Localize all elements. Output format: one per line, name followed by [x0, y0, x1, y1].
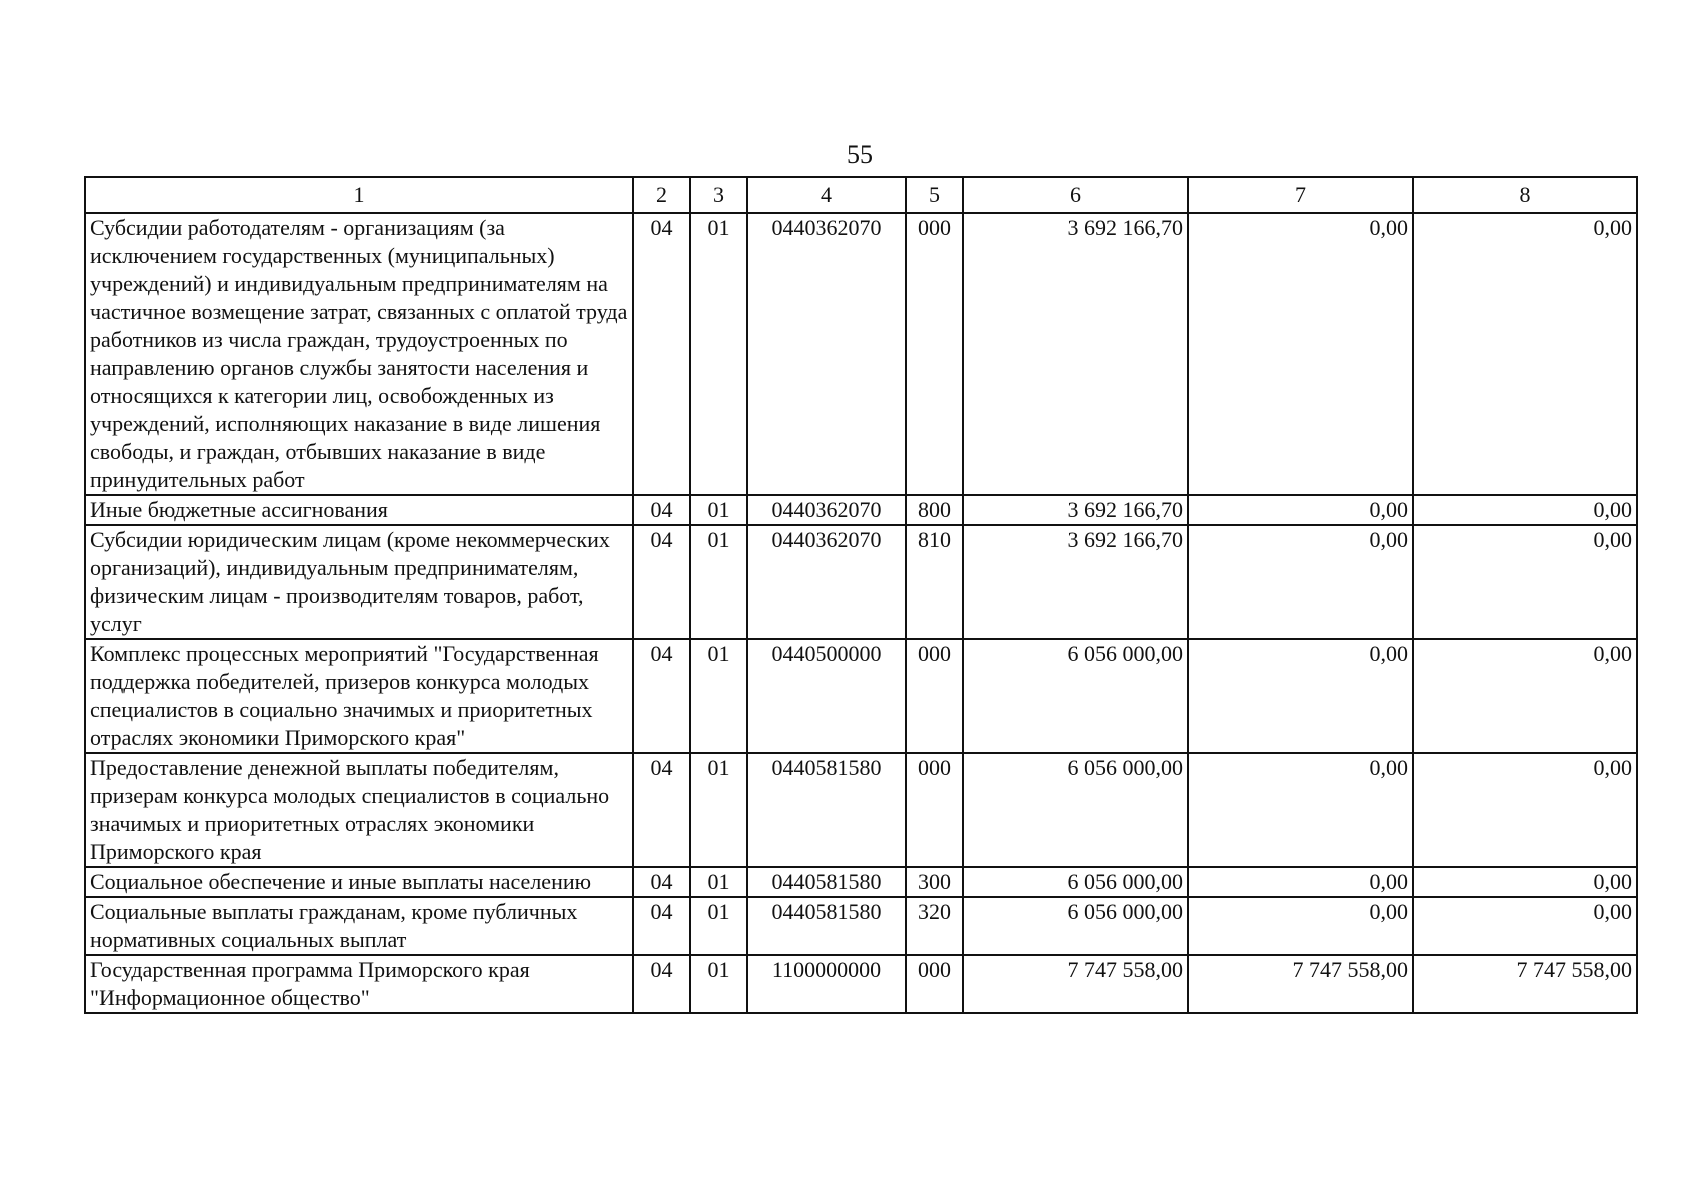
amount-col8: 0,00: [1413, 525, 1637, 639]
subsection-code: 01: [690, 495, 747, 525]
table-row: [85, 753, 1637, 867]
amount-col7: 0,00: [1188, 525, 1413, 639]
section-code: 04: [633, 639, 690, 753]
row-name: Субсидии работодателям - организациям (за исключением государственных (муниципальных) учреждений) и индивидуальным предпринимателям на частичное возмещение затрат, связанных с оплатой труда работников из числа граждан, трудоустроенных по направлению органов службы занятости населения и относящихся к категории лиц, освобожденных из учреждений, исполняющих наказание в виде лишения свободы, и граждан, отбывших наказание в виде принудительных работ: [85, 213, 633, 495]
amount-col8: 0,00: [1413, 495, 1637, 525]
table-row: [85, 639, 1637, 753]
target-article-code: 0440362070: [747, 525, 906, 639]
expense-type-code: 000: [906, 639, 963, 753]
expense-type-code: 000: [906, 213, 963, 495]
table-row: [85, 495, 1637, 525]
subsection-code: 01: [690, 955, 747, 1013]
table-row: [85, 897, 1637, 955]
column-header: 1: [85, 177, 633, 213]
target-article-code: 0440581580: [747, 753, 906, 867]
amount-col7: 0,00: [1188, 897, 1413, 955]
amount-col7: 7 747 558,00: [1188, 955, 1413, 1013]
row-name: Комплекс процессных мероприятий "Государственная поддержка победителей, призеров конкурса молодых специалистов в социально значимых и приоритетных отраслях экономики Приморского края": [85, 639, 633, 753]
section-code: 04: [633, 525, 690, 639]
amount-col7: 0,00: [1188, 495, 1413, 525]
amount-col6: 6 056 000,00: [963, 897, 1188, 955]
column-header: 3: [690, 177, 747, 213]
section-code: 04: [633, 213, 690, 495]
budget-table: [84, 176, 1638, 1014]
section-code: 04: [633, 495, 690, 525]
expense-type-code: 000: [906, 955, 963, 1013]
amount-col8: 7 747 558,00: [1413, 955, 1637, 1013]
subsection-code: 01: [690, 897, 747, 955]
amount-col7: 0,00: [1188, 213, 1413, 495]
amount-col6: 6 056 000,00: [963, 867, 1188, 897]
subsection-code: 01: [690, 213, 747, 495]
subsection-code: 01: [690, 525, 747, 639]
expense-type-code: 810: [906, 525, 963, 639]
amount-col6: 3 692 166,70: [963, 213, 1188, 495]
row-name: Социальное обеспечение и иные выплаты населению: [85, 867, 633, 897]
amount-col8: 0,00: [1413, 897, 1637, 955]
amount-col8: 0,00: [1413, 867, 1637, 897]
section-code: 04: [633, 955, 690, 1013]
column-header: 6: [963, 177, 1188, 213]
table-row: [85, 213, 1637, 495]
section-code: 04: [633, 897, 690, 955]
expense-type-code: 800: [906, 495, 963, 525]
column-header: 2: [633, 177, 690, 213]
amount-col6: 3 692 166,70: [963, 495, 1188, 525]
amount-col7: 0,00: [1188, 867, 1413, 897]
column-header: 5: [906, 177, 963, 213]
row-name: Государственная программа Приморского края "Информационное общество": [85, 955, 633, 1013]
target-article-code: 0440581580: [747, 897, 906, 955]
row-name: Предоставление денежной выплаты победителям, призерам конкурса молодых специалистов в социально значимых и приоритетных отраслях экономики Приморского края: [85, 753, 633, 867]
expense-type-code: 300: [906, 867, 963, 897]
target-article-code: 0440500000: [747, 639, 906, 753]
row-name: Иные бюджетные ассигнования: [85, 495, 633, 525]
target-article-code: 0440581580: [747, 867, 906, 897]
section-code: 04: [633, 867, 690, 897]
amount-col7: 0,00: [1188, 753, 1413, 867]
target-article-code: 1100000000: [747, 955, 906, 1013]
amount-col7: 0,00: [1188, 639, 1413, 753]
amount-col8: 0,00: [1413, 639, 1637, 753]
target-article-code: 0440362070: [747, 495, 906, 525]
section-code: 04: [633, 753, 690, 867]
subsection-code: 01: [690, 867, 747, 897]
expense-type-code: 000: [906, 753, 963, 867]
column-header: 7: [1188, 177, 1413, 213]
table-row: [85, 955, 1637, 1013]
header-row: [85, 177, 1637, 213]
row-name: Социальные выплаты гражданам, кроме публичных нормативных социальных выплат: [85, 897, 633, 955]
page-number: 55: [847, 140, 873, 169]
column-header: 4: [747, 177, 906, 213]
subsection-code: 01: [690, 753, 747, 867]
amount-col6: 6 056 000,00: [963, 639, 1188, 753]
amount-col6: 7 747 558,00: [963, 955, 1188, 1013]
amount-col6: 6 056 000,00: [963, 753, 1188, 867]
expense-type-code: 320: [906, 897, 963, 955]
target-article-code: 0440362070: [747, 213, 906, 495]
table-row: [85, 867, 1637, 897]
table-row: [85, 525, 1637, 639]
column-header: 8: [1413, 177, 1637, 213]
amount-col6: 3 692 166,70: [963, 525, 1188, 639]
amount-col8: 0,00: [1413, 213, 1637, 495]
row-name: Субсидии юридическим лицам (кроме некоммерческих организаций), индивидуальным предпринимателям, физическим лицам - производителям товаров, работ, услуг: [85, 525, 633, 639]
subsection-code: 01: [690, 639, 747, 753]
amount-col8: 0,00: [1413, 753, 1637, 867]
